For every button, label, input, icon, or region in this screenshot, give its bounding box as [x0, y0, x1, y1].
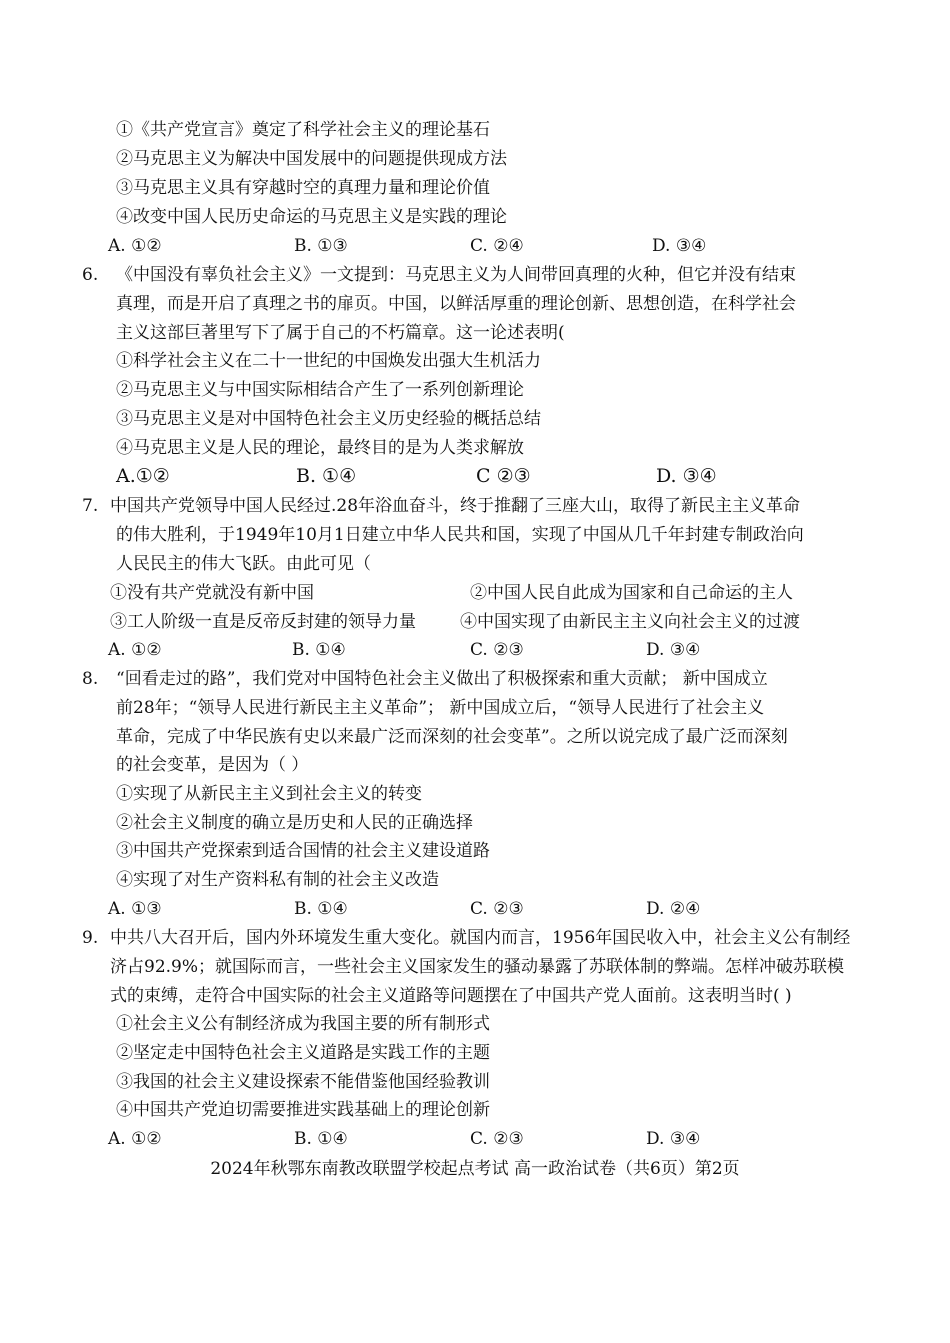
- q9-option-a: A. ①②: [108, 1129, 162, 1149]
- q8-stem-line-3: 革命，完成了中华民族有史以来最广泛而深刻的社会变革”。之所以说完成了最广泛而深刻: [116, 727, 788, 747]
- q6-stem-line-2: 真理，而是开启了真理之书的扉页。中国，以鲜活厚重的理论创新、思想创造，在科学社会: [116, 294, 796, 314]
- q8-number: 8.: [82, 669, 99, 689]
- q9-statement-2: ②坚定走中国特色社会主义道路是实践工作的主题: [116, 1043, 490, 1063]
- q8-statement-1: ①实现了从新民主主义到社会主义的转变: [116, 784, 422, 804]
- q7-statement-3: ③工人阶级一直是反帝反封建的领导力量: [110, 612, 416, 632]
- q7-option-c: C. ②③: [470, 640, 524, 660]
- q5-option-b: B. ①③: [294, 236, 348, 256]
- q9-stem-line-2: 济占92.9%；就国际而言，一些社会主义国家发生的骚动暴露了苏联体制的弊端。怎样冲破苏联模: [110, 957, 845, 977]
- q9-stem-line-3: 式的束缚，走符合中国实际的社会主义道路等问题摆在了中国共产党人面前。这表明当时( ): [110, 986, 792, 1006]
- q5-statement-1: ①《共产党宣言》奠定了科学社会主义的理论基石: [116, 120, 490, 140]
- q8-statement-3: ③中国共产党探索到适合国情的社会主义建设道路: [116, 841, 490, 861]
- q8-stem-line-4: 的社会变革，是因为（ ）: [116, 755, 309, 775]
- q9-statement-4: ④中国共产党迫切需要推进实践基础上的理论创新: [116, 1100, 490, 1120]
- q6-option-a: A.①②: [116, 465, 170, 487]
- q8-statement-4: ④实现了对生产资料私有制的社会主义改造: [116, 870, 439, 890]
- q7-statement-2: ②中国人民自此成为国家和自己命运的主人: [470, 583, 793, 603]
- q9-statement-1: ①社会主义公有制经济成为我国主要的所有制形式: [116, 1014, 490, 1034]
- q8-stem-line-1: “回看走过的路”，我们党对中国特色社会主义做出了积极探索和重大贡献； 新中国成立: [116, 669, 768, 689]
- q9-option-b: B. ①④: [294, 1129, 348, 1149]
- q8-stem-line-2: 前28年；“领导人民进行新民主主义革命”； 新中国成立后，“领导人民进行了社会主义: [116, 698, 765, 718]
- q5-statement-2: ②马克思主义为解决中国发展中的问题提供现成方法: [116, 149, 507, 169]
- q7-option-d: D. ③④: [646, 640, 701, 660]
- q6-option-b: B. ①④: [296, 465, 357, 487]
- q9-statement-3: ③我国的社会主义建设探索不能借鉴他国经验教训: [116, 1072, 490, 1092]
- q8-option-b: B. ①④: [294, 899, 348, 919]
- q6-stem-line-3: 主义这部巨著里写下了属于自己的不朽篇章。这一论述表明(: [116, 323, 565, 343]
- q7-statement-1: ①没有共产党就没有新中国: [110, 583, 314, 603]
- q6-option-d: D. ③④: [656, 465, 717, 487]
- q8-option-d: D. ②④: [646, 899, 701, 919]
- q9-number: 9.: [82, 928, 99, 948]
- q6-statement-4: ④马克思主义是人民的理论，最终目的是为人类求解放: [116, 438, 524, 458]
- q6-statement-3: ③马克思主义是对中国特色社会主义历史经验的概括总结: [116, 409, 541, 429]
- q9-stem-line-1: 中共八大召开后，国内外环境发生重大变化。就国内而言，1956年国民收入中，社会主义公有制经: [110, 928, 851, 948]
- q7-stem-line-2: 的伟大胜利，于1949年10月1日建立中华人民共和国，实现了中国从几千年封建专制政治向: [116, 525, 804, 545]
- q5-option-c: C. ②④: [470, 236, 524, 256]
- q6-stem-line-1: 《中国没有辜负社会主义》一文提到：马克思主义为人间带回真理的火种，但它并没有结束: [116, 265, 796, 285]
- q9-option-c: C. ②③: [470, 1129, 524, 1149]
- q7-number: 7.: [82, 496, 99, 516]
- page-footer: 2024年秋鄂东南教改联盟学校起点考试 高一政治试卷（共6页）第2页: [210, 1159, 740, 1179]
- q7-option-b: B. ①④: [292, 640, 346, 660]
- q6-number: 6.: [82, 265, 99, 285]
- q8-option-a: A. ①③: [108, 899, 162, 919]
- q8-option-c: C. ②③: [470, 899, 524, 919]
- q5-option-d: D. ③④: [652, 236, 707, 256]
- q5-statement-4: ④改变中国人民历史命运的马克思主义是实践的理论: [116, 207, 507, 227]
- q6-option-c: C ②③: [476, 465, 531, 487]
- q6-statement-2: ②马克思主义与中国实际相结合产生了一系列创新理论: [116, 380, 524, 400]
- q7-stem-line-3: 人民民主的伟大飞跃。由此可见（: [116, 554, 371, 574]
- q8-statement-2: ②社会主义制度的确立是历史和人民的正确选择: [116, 813, 473, 833]
- q7-stem-line-1: 中国共产党领导中国人民经过.28年浴血奋斗，终于推翻了三座大山，取得了新民主主义革命: [110, 496, 801, 516]
- q7-option-a: A. ①②: [108, 640, 162, 660]
- q5-option-a: A. ①②: [108, 236, 162, 256]
- q6-statement-1: ①科学社会主义在二十一世纪的中国焕发出强大生机活力: [116, 351, 541, 371]
- q5-statement-3: ③马克思主义具有穿越时空的真理力量和理论价值: [116, 178, 490, 198]
- q7-statement-4: ④中国实现了由新民主主义向社会主义的过渡: [460, 612, 800, 632]
- q9-option-d: D. ③④: [646, 1129, 701, 1149]
